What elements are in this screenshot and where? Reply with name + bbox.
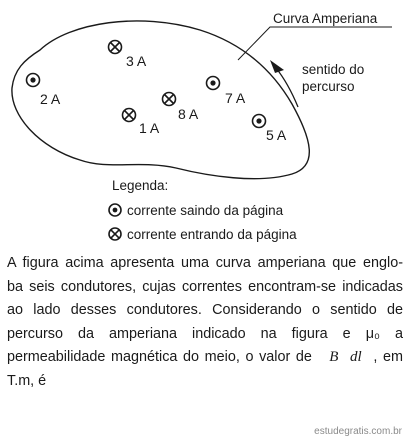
conductor-3a-label: 3 A [126,53,147,69]
conductor-2a-label: 2 A [40,91,61,107]
question-line-6: T.m, é [7,372,47,389]
question-line-5a: permeabilidade magnética do meio, o valor de [7,349,312,365]
conductor-2a [27,74,61,108]
direction-arrow [276,68,298,107]
legend-entering-label: corrente entrando da página [127,227,297,242]
direction-arrowhead [270,60,284,73]
watermark: estudegratis.com.br [314,426,402,437]
question-text [7,252,403,393]
legend [109,178,297,242]
question-line-4: percurso da amperiana indicado na figura e μ₀ a [7,325,403,342]
conductor-1a-label: 1 A [139,120,160,136]
question-line-5 [7,346,403,370]
circulation-integral: ∮B⃗dl⃗ [317,349,374,365]
conductor-3a [109,41,147,70]
curve-label: Curva Amperiana [273,11,378,26]
conductor-5a-label: 5 A [266,127,287,143]
question-line-3: ao lado desses condutores. Considerando o sentido de [7,302,403,318]
curve-label-pointer [238,27,392,60]
conductor-5a [253,115,287,144]
conductor-1a [123,109,160,137]
question-line-1: A figura acima apresenta uma curva amperiana que englo- [7,255,403,271]
direction-label-line2: percurso [302,79,355,94]
question-line-2: ba seis condutores, cujas correntes encontram-se indicadas [7,278,403,295]
conductor-7a [207,77,246,107]
question-line-5b: , em [373,349,403,365]
direction-label-line1: sentido do [302,62,365,77]
conductor-8a [163,93,199,123]
conductor-7a-label: 7 A [225,90,246,106]
legend-title: Legenda: [112,178,169,193]
legend-leaving-label: corrente saindo da página [127,203,284,218]
conductor-8a-label: 8 A [178,106,199,122]
